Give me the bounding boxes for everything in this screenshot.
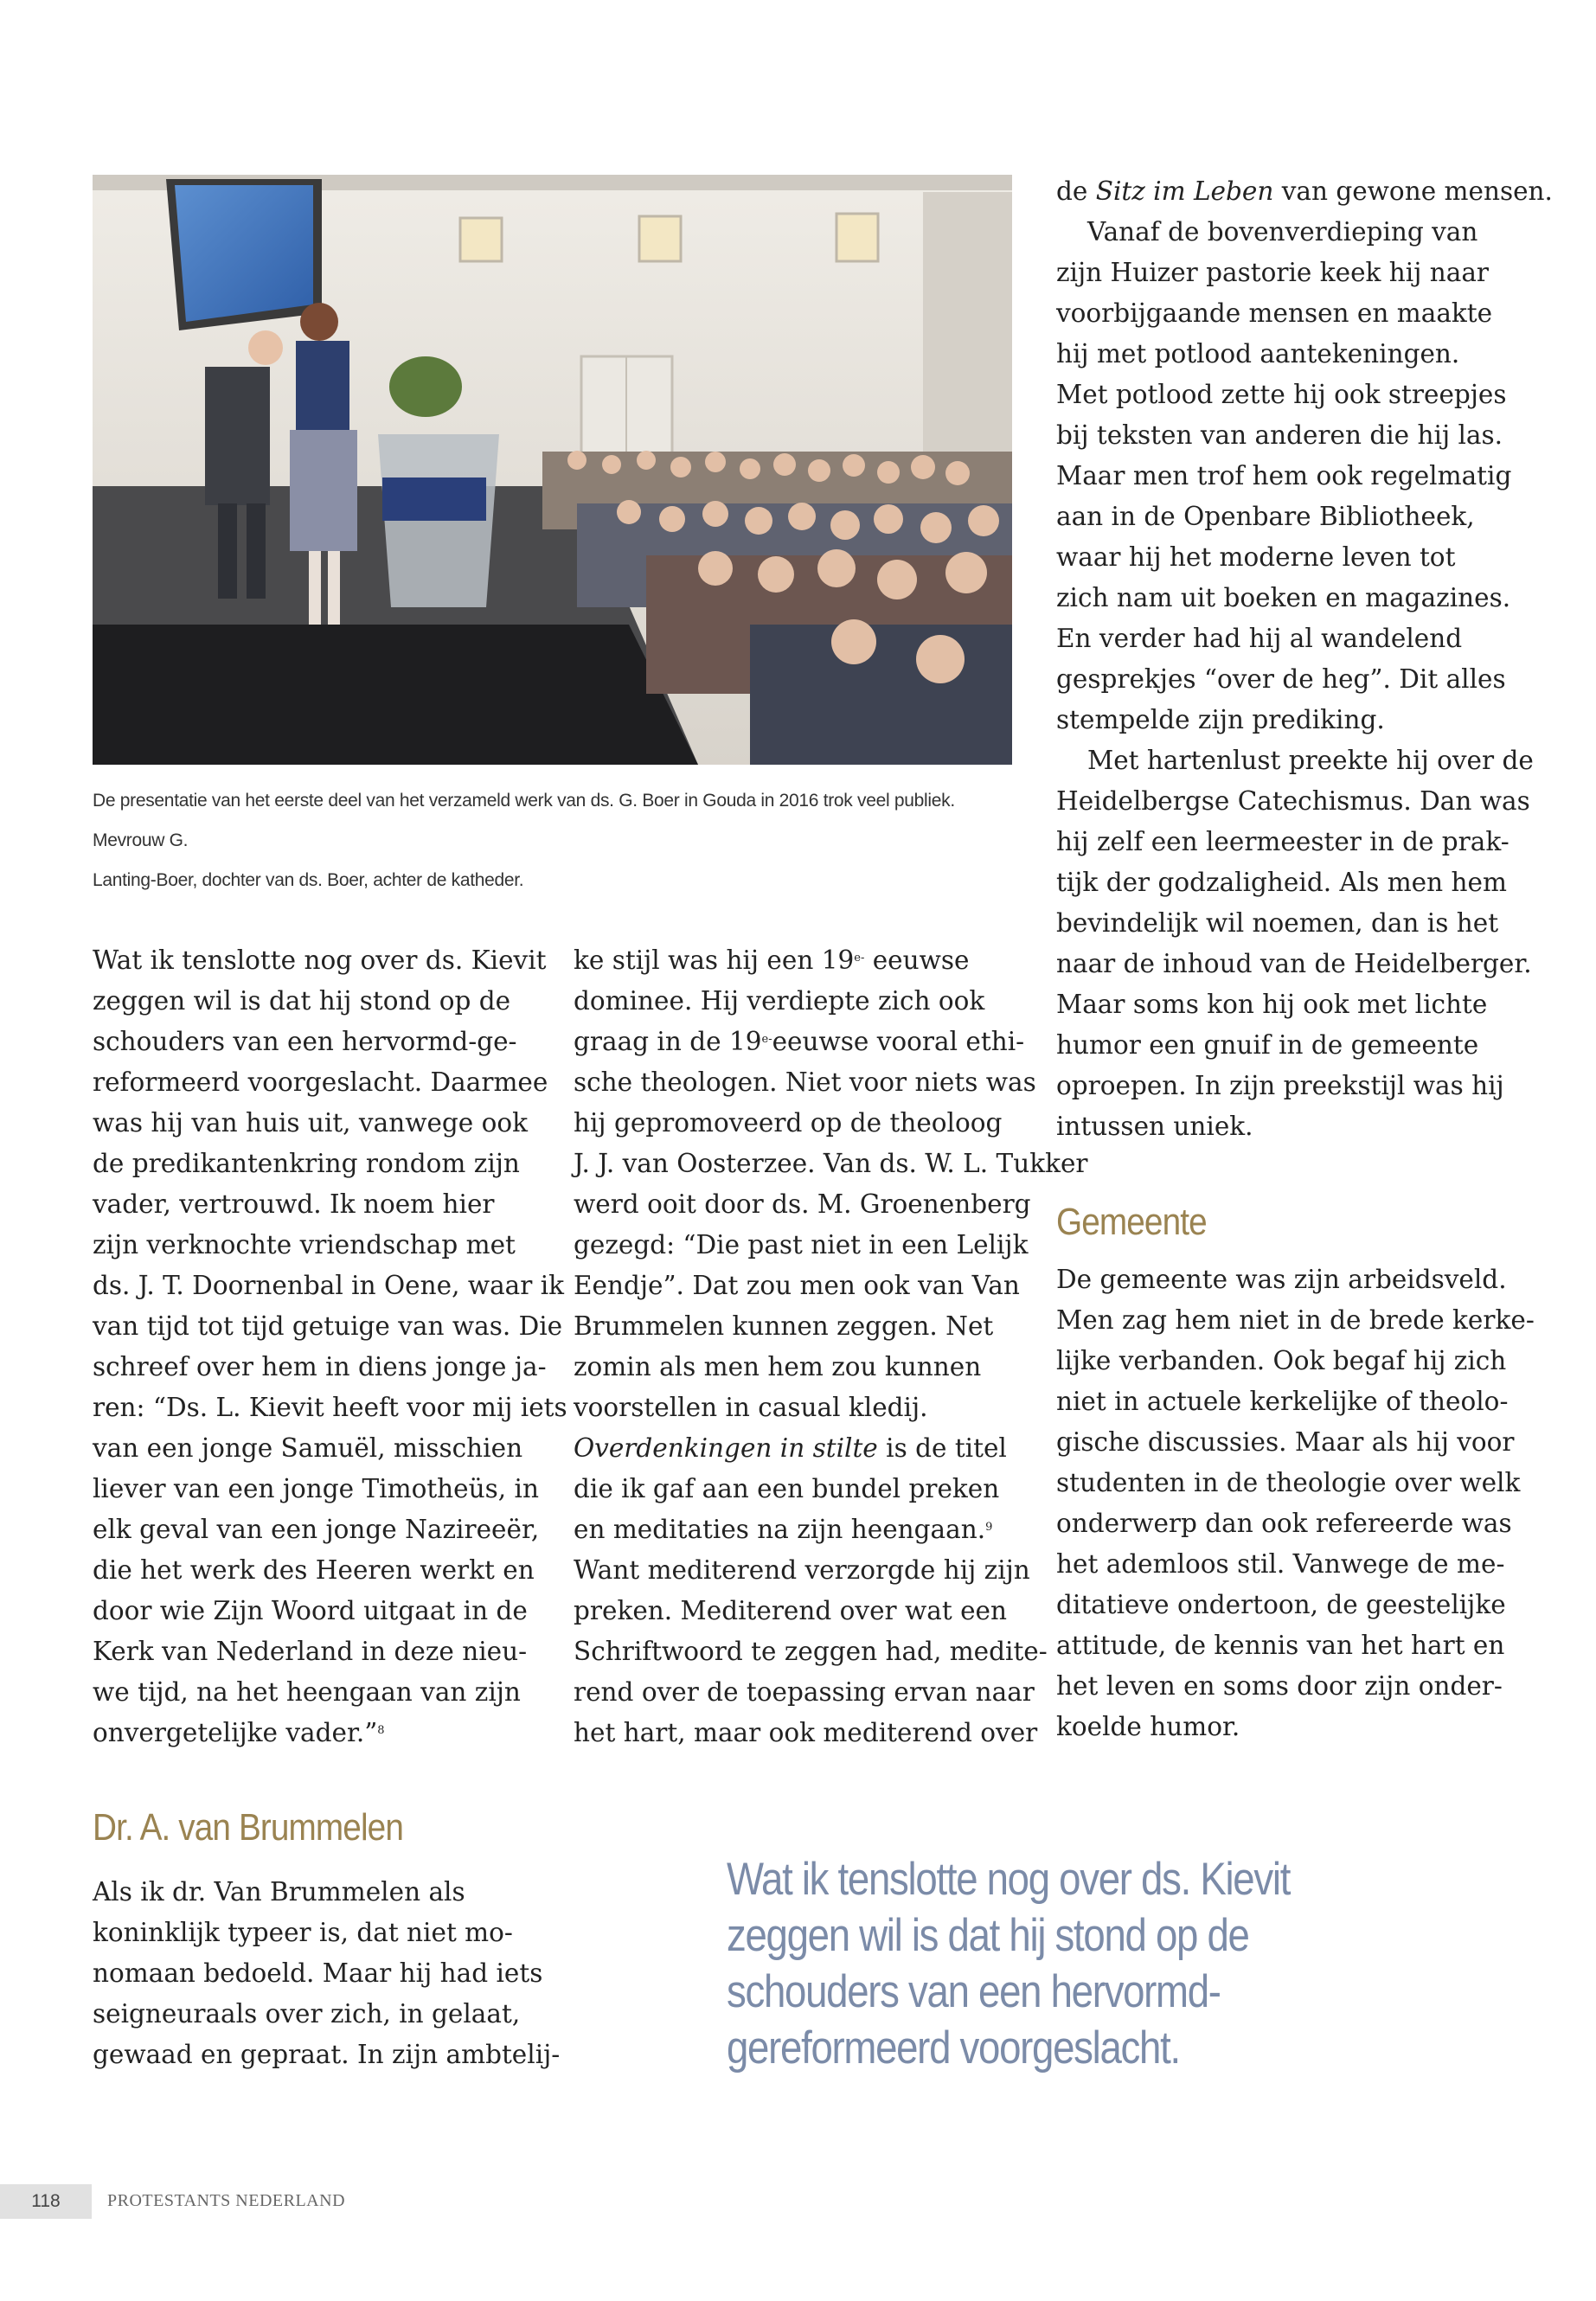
article-column-2 xyxy=(574,940,1088,1753)
footnote-ref: 9 xyxy=(985,1521,993,1534)
body-line: waar hij het moderne leven tot xyxy=(1056,542,1456,572)
book-title: Overdenkingen in stilte xyxy=(574,1433,878,1463)
article-column-4 xyxy=(93,1872,561,2075)
body-line xyxy=(574,940,1023,981)
body-line: Met potlood zette hij ook streepjes xyxy=(1056,380,1507,409)
body-line: schouders van een hervormd-ge- xyxy=(93,1027,517,1056)
body-line: we tijd, na het heengaan van zijn xyxy=(93,1677,521,1707)
body-line: zomin als men hem zou kunnen xyxy=(574,1352,982,1381)
body-line: zijn Huizer pastorie keek hij naar xyxy=(1056,258,1490,287)
body-line: Schriftwoord te zeggen had, medite- xyxy=(574,1637,1048,1666)
body-line: Als ik dr. Van Brummelen als xyxy=(93,1877,465,1907)
body-line: seigneuraals over zich, in gelaat, xyxy=(93,1999,521,2029)
section-heading-brummelen: Dr. A. van Brummelen xyxy=(93,1806,403,1849)
body-line: reformeerd voorgeslacht. Daarmee xyxy=(93,1067,548,1097)
body-line: humor een gnuif in de gemeente xyxy=(1056,1030,1479,1060)
body-line: hij met potlood aantekeningen. xyxy=(1056,339,1460,369)
pull-quote-line: gereformeerd voorgeslacht. xyxy=(727,2022,1180,2073)
body-line: niet in actuele kerkelijke of theolo- xyxy=(1056,1387,1509,1416)
body-line: J. J. van Oosterzee. Van ds. W. L. Tukker xyxy=(574,1149,1088,1178)
body-line: gewaad en gepraat. In zijn ambtelij- xyxy=(93,2040,561,2069)
body-text: eeuwse vooral ethi- xyxy=(772,1027,1025,1056)
body-line: Wat ik tenslotte nog over ds. Kievit xyxy=(93,945,547,975)
footnote-ref: 8 xyxy=(377,1724,385,1737)
pull-quote-line: schouders van een hervormd- xyxy=(727,1966,1221,2017)
body-line: gische discussies. Maar als hij voor xyxy=(1056,1427,1515,1457)
body-line: stempelde zijn prediking. xyxy=(1056,705,1385,734)
body-text: ke stijl was hij een 19 xyxy=(574,945,855,975)
body-line: nomaan bedoeld. Maar hij had iets xyxy=(93,1958,543,1988)
page-number: 118 xyxy=(0,2184,92,2219)
body-line: het ademloos stil. Vanwege de me- xyxy=(1056,1549,1505,1579)
body-line: de predikantenkring rondom zijn xyxy=(93,1149,520,1178)
body-line: onderwerp dan ook refereerde was xyxy=(1056,1509,1512,1538)
body-line: schreef over hem in diens jonge ja- xyxy=(93,1352,547,1381)
body-line: studenten in de theologie over welk xyxy=(1056,1468,1521,1497)
body-line: hij zelf een leermeester in de prak- xyxy=(1056,827,1509,856)
article-column-3-gemeente xyxy=(1056,1259,1535,1747)
body-line: oproepen. In zijn preekstijl was hij xyxy=(1056,1071,1504,1100)
body-line: ren: “Ds. L. Kievit heeft voor mij iets xyxy=(93,1393,567,1422)
body-line: koelde humor. xyxy=(1056,1712,1240,1741)
caption-line: De presentatie van het eerste deel van het verzameld werk van ds. G. Boer in Gouda in 2016 trok veel publiek. Mevrouw G. xyxy=(93,791,955,850)
body-line: aan in de Openbare Bibliotheek, xyxy=(1056,502,1475,531)
body-line: Maar soms kon hij ook met lichte xyxy=(1056,990,1488,1019)
body-text: de xyxy=(1056,176,1096,206)
body-line: ds. J. T. Doornenbal in Oene, waar ik xyxy=(93,1271,565,1300)
body-line: zich nam uit boeken en magazines. xyxy=(1056,583,1511,612)
body-line: Eendje”. Dat zou men ook van Van xyxy=(574,1271,1020,1300)
body-line: preken. Mediterend over wat een xyxy=(574,1596,1007,1625)
body-line: gesprekjes “over de heg”. Dit alles xyxy=(1056,664,1506,694)
body-text: en meditaties na zijn heengaan. xyxy=(574,1515,986,1544)
body-line: Maar men trof hem ook regelmatig xyxy=(1056,461,1512,490)
body-line: het leven en soms door zijn onder- xyxy=(1056,1671,1503,1701)
body-line: rend over de toepassing ervan naar xyxy=(574,1677,1035,1707)
body-line: voorstellen in casual kledij. xyxy=(574,1393,928,1422)
article-column-1 xyxy=(93,940,567,1753)
body-line: die het werk des Heeren werkt en xyxy=(93,1555,535,1585)
body-text: graag in de 19 xyxy=(574,1027,762,1056)
photo-caption xyxy=(93,781,1012,901)
body-line: werd ooit door ds. M. Groenenberg xyxy=(574,1189,1031,1219)
body-line: was hij van huis uit, vanwege ook xyxy=(93,1108,529,1138)
body-text: eeuwse xyxy=(864,945,970,975)
body-line: van een jonge Samuël, misschien xyxy=(93,1433,523,1463)
body-line: Met hartenlust preekte hij over de xyxy=(1087,746,1534,775)
body-line: van tijd tot tijd getuige van was. Die xyxy=(93,1311,563,1341)
section-heading-gemeente: Gemeente xyxy=(1056,1201,1207,1243)
body-line: bevindelijk wil noemen, dan is het xyxy=(1056,908,1499,938)
body-line: Want mediterend verzorgde hij zijn xyxy=(574,1555,1030,1585)
body-line: liever van een jonge Timotheüs, in xyxy=(93,1474,539,1503)
pull-quote xyxy=(727,1851,1384,2076)
body-line: Vanaf de bovenverdieping van xyxy=(1087,217,1478,247)
pull-quote-line: zeggen wil is dat hij stond op de xyxy=(727,1910,1249,1961)
superscript: e- xyxy=(854,952,865,965)
body-line: De gemeente was zijn arbeidsveld. xyxy=(1056,1265,1507,1294)
body-line: Heidelbergse Catechismus. Dan was xyxy=(1056,786,1530,816)
body-line: ditatieve ondertoon, de geestelijke xyxy=(1056,1590,1506,1619)
body-line: gezegd: “Die past niet in een Lelijk xyxy=(574,1230,1029,1259)
body-text: is de titel xyxy=(877,1433,1007,1463)
article-column-3 xyxy=(1056,171,1553,1147)
body-line: koninklijk typeer is, dat niet mo- xyxy=(93,1918,513,1947)
superscript: e- xyxy=(761,1033,772,1046)
body-line: hij gepromoveerd op de theoloog xyxy=(574,1108,1003,1138)
caption-line: Lanting-Boer, dochter van ds. Boer, achter de katheder. xyxy=(93,870,524,890)
body-line: dominee. Hij verdiepte zich ook xyxy=(574,986,985,1016)
body-line: sche theologen. Niet voor niets was xyxy=(574,1067,1036,1097)
body-line: Kerk van Nederland in deze nieu- xyxy=(93,1637,528,1666)
body-line xyxy=(93,1713,542,1753)
body-line: elk geval van een jonge Nazireeër, xyxy=(93,1515,540,1544)
body-line: En verder had hij al wandelend xyxy=(1056,624,1463,653)
body-line: Men zag hem niet in de brede kerke- xyxy=(1056,1305,1535,1335)
body-text: onvergetelijke vader.” xyxy=(93,1718,378,1747)
body-line: attitude, de kennis van het hart en xyxy=(1056,1631,1505,1660)
body-line: voorbijgaande mensen en maakte xyxy=(1056,298,1493,328)
body-line: bij teksten van anderen die hij las. xyxy=(1056,420,1503,450)
body-line: lijke verbanden. Ook begaf hij zich xyxy=(1056,1346,1507,1375)
body-text: van gewone mensen. xyxy=(1273,176,1553,206)
body-line: die ik gaf aan een bundel preken xyxy=(574,1474,1000,1503)
pull-quote-line: Wat ik tenslotte nog over ds. Kievit xyxy=(727,1854,1291,1905)
publication-name: PROTESTANTS NEDERLAND xyxy=(107,2191,346,2210)
body-line: zijn verknochte vriendschap met xyxy=(93,1230,516,1259)
body-line: intussen uniek. xyxy=(1056,1112,1253,1141)
event-photo xyxy=(93,175,1012,765)
body-line: tijk der godzaligheid. Als men hem xyxy=(1056,868,1507,897)
body-line: naar de inhoud van de Heidelberger. xyxy=(1056,949,1532,978)
body-line xyxy=(574,1428,1023,1469)
presentation-photo-illustration xyxy=(93,175,1012,765)
body-line: zeggen wil is dat hij stond op de xyxy=(93,986,511,1016)
italic-term: Sitz im Leben xyxy=(1095,176,1274,206)
body-line: door wie Zijn Woord uitgaat in de xyxy=(93,1596,528,1625)
page-footer xyxy=(0,2184,606,2219)
body-line xyxy=(574,1022,1023,1062)
body-line: Brummelen kunnen zeggen. Net xyxy=(574,1311,994,1341)
body-line xyxy=(1056,171,1553,212)
body-line: vader, vertrouwd. Ik noem hier xyxy=(93,1189,495,1219)
body-line: het hart, maar ook mediterend over xyxy=(574,1718,1038,1747)
body-line xyxy=(574,1509,1023,1550)
